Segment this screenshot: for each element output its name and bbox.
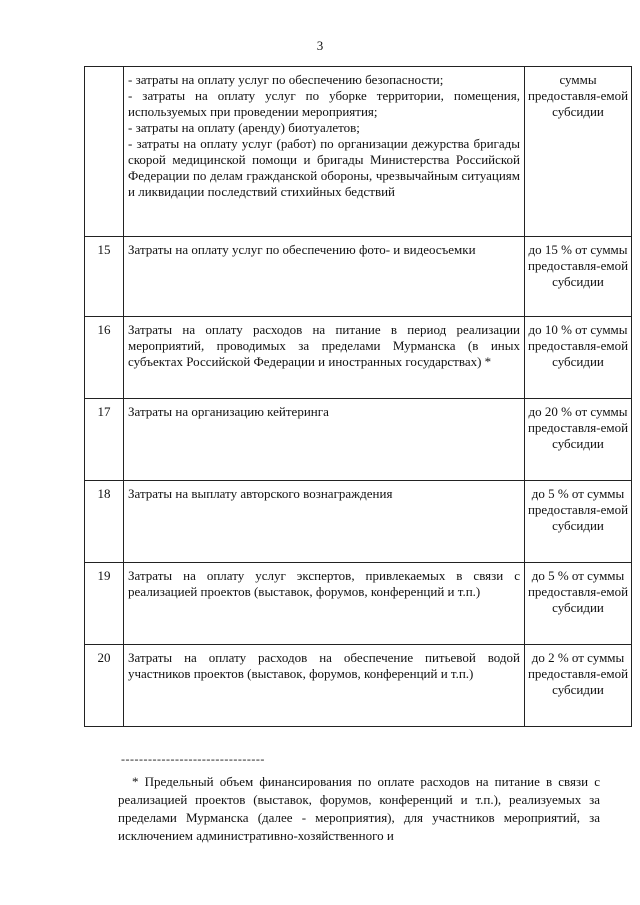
row-number: 18 <box>85 481 124 563</box>
footnote-separator: -------------------------------- <box>121 752 265 766</box>
row-number: 20 <box>85 645 124 727</box>
row-description: Затраты на оплату услуг экспертов, привлекаемых в связи с реализацией проектов (выставок, форумов, конференций и т.п.) <box>124 563 525 645</box>
description-line: - затраты на оплату услуг (работ) по организации дежурства бригады скорой медицинской помощи и бригады Министерства Российской Федерации по делам гражданской обороны, чрезвычайным ситуациям и ликвидации последствий стихийных бедствий <box>128 136 520 199</box>
row-limit: суммы предоставля-емой субсидии <box>525 67 632 237</box>
row-limit: до 5 % от суммы предоставля-емой субсидии <box>525 481 632 563</box>
row-number: 16 <box>85 317 124 399</box>
footnote-text: * Предельный объем финансирования по оплате расходов на питание в связи с реализацией проектов (выставок, форумов, конференций и т.п.), реализуемых за пределами Мурманска (далее - мероприятия), для участников мероприятий, за исключением административно-хозяйственного и <box>118 774 600 843</box>
description-line: - затраты на оплату услуг по уборке территории, помещения, используемых при проведении мероприятия; <box>128 88 520 119</box>
table-row <box>85 481 632 563</box>
row-limit: до 5 % от суммы предоставля-емой субсидии <box>525 563 632 645</box>
row-limit: до 20 % от суммы предоставля-емой субсидии <box>525 399 632 481</box>
row-description: Затраты на оплату расходов на обеспечение питьевой водой участников проектов (выставок, форумов, конференций и т.п.) <box>124 645 525 727</box>
row-number: 17 <box>85 399 124 481</box>
expense-table <box>84 66 632 727</box>
row-limit: до 2 % от суммы предоставля-емой субсидии <box>525 645 632 727</box>
row-description: Затраты на выплату авторского вознаграждения <box>124 481 525 563</box>
table-row <box>85 563 632 645</box>
row-limit: до 15 % от суммы предоставля-емой субсидии <box>525 237 632 317</box>
row-description <box>124 67 525 237</box>
row-number: 15 <box>85 237 124 317</box>
description-line: - затраты на оплату (аренду) биотуалетов; <box>128 120 360 135</box>
table-row <box>85 317 632 399</box>
row-description: Затраты на оплату расходов на питание в период реализации мероприятий, проводимых за пределами Мурманска (в иных субъектах Российской Федерации и иностранных государствах) * <box>124 317 525 399</box>
table-row <box>85 237 632 317</box>
description-line: - затраты на оплату услуг по обеспечению безопасности; <box>128 72 444 87</box>
row-limit: до 10 % от суммы предоставля-емой субсидии <box>525 317 632 399</box>
table-row <box>85 399 632 481</box>
row-description: Затраты на организацию кейтеринга <box>124 399 525 481</box>
table-row <box>85 67 632 237</box>
row-number: 19 <box>85 563 124 645</box>
page-number: 3 <box>316 38 324 53</box>
row-description: Затраты на оплату услуг по обеспечению фото- и видеосъемки <box>124 237 525 317</box>
table-row <box>85 645 632 727</box>
row-number <box>85 67 124 237</box>
